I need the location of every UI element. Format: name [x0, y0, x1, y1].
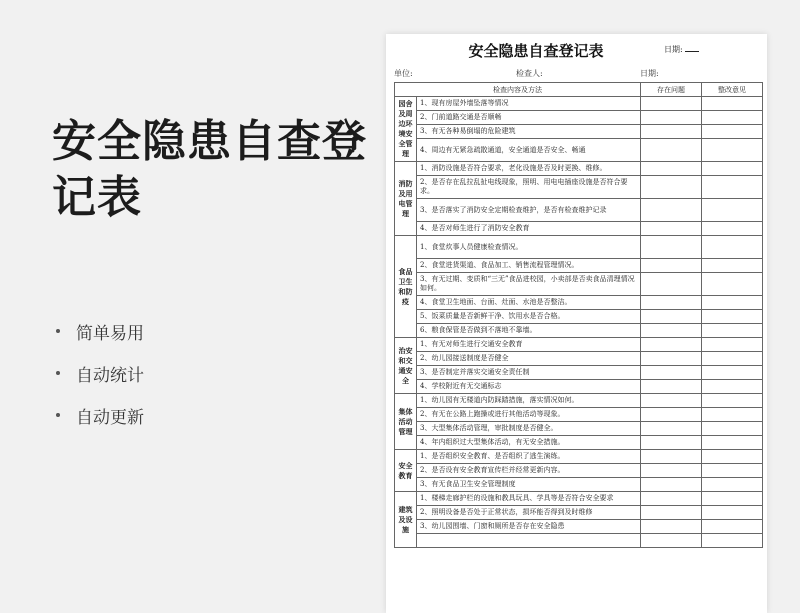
check-item-cell: 2、门前道路交通是否顺畅: [417, 111, 641, 125]
feature-label: 简单易用: [76, 323, 144, 344]
problem-cell[interactable]: [641, 125, 702, 139]
suggestion-cell[interactable]: [702, 176, 763, 199]
check-item-cell: 2、有无在公路上跑操或进行其他活动等现象。: [417, 408, 641, 422]
suggestion-cell[interactable]: [702, 97, 763, 111]
table-row: [395, 222, 763, 236]
check-item-cell: 3、是否制定并落实交通安全责任制: [417, 366, 641, 380]
header-suggestions: 整改意见: [702, 83, 763, 97]
check-item-cell: 3、有无各种易倒塌的危险建筑: [417, 125, 641, 139]
problem-cell[interactable]: [641, 162, 702, 176]
table-row: [395, 324, 763, 338]
form-sheet-preview: [386, 34, 767, 613]
problem-cell[interactable]: [641, 97, 702, 111]
table-row: [395, 422, 763, 436]
problem-cell[interactable]: [641, 236, 702, 259]
problem-cell[interactable]: [641, 338, 702, 352]
check-item-cell: 1、食堂炊事人员健康检查情况。: [417, 236, 641, 259]
table-row: [395, 97, 763, 111]
sheet-title: 安全隐患自查登记表: [468, 42, 604, 60]
suggestion-cell[interactable]: [702, 296, 763, 310]
suggestion-cell[interactable]: [702, 436, 763, 450]
suggestion-cell[interactable]: [702, 338, 763, 352]
suggestion-cell[interactable]: [702, 394, 763, 408]
feature-list: [56, 310, 144, 436]
check-item-cell: 2、是否设有安全教育宣传栏并经常更新内容。: [417, 464, 641, 478]
category-cell: 集体活动管理: [395, 394, 417, 450]
check-item-cell: [417, 534, 641, 548]
suggestion-cell[interactable]: [702, 273, 763, 296]
check-item-cell: 5、饭菜质量是否新鲜干净、饮用水是否合格。: [417, 310, 641, 324]
problem-cell[interactable]: [641, 296, 702, 310]
suggestion-cell[interactable]: [702, 492, 763, 506]
problem-cell[interactable]: [641, 450, 702, 464]
problem-cell[interactable]: [641, 436, 702, 450]
header-date-label: 日期:: [664, 45, 683, 54]
table-row: [395, 436, 763, 450]
suggestion-cell[interactable]: [702, 162, 763, 176]
check-item-cell: 4、周边有无紧急疏散通道，安全通道是否安全、畅通: [417, 139, 641, 162]
table-row: [395, 534, 763, 548]
suggestion-cell[interactable]: [702, 236, 763, 259]
suggestion-cell[interactable]: [702, 199, 763, 222]
suggestion-cell[interactable]: [702, 125, 763, 139]
table-row: [395, 380, 763, 394]
check-item-cell: 2、幼儿园接送制度是否健全: [417, 352, 641, 366]
problem-cell[interactable]: [641, 366, 702, 380]
category-cell: 治安和交通安全: [395, 338, 417, 394]
category-cell: 消防及用电管理: [395, 162, 417, 236]
table-row: [395, 139, 763, 162]
check-item-cell: 4、食堂卫生地面、台面、灶面、水池是否整洁。: [417, 296, 641, 310]
table-header-row: [395, 83, 763, 97]
table-row: [395, 176, 763, 199]
problem-cell[interactable]: [641, 506, 702, 520]
feature-label: 自动更新: [76, 407, 144, 428]
table-row: [395, 450, 763, 464]
category-cell: 食品卫生和防疫: [395, 236, 417, 338]
problem-cell[interactable]: [641, 520, 702, 534]
suggestion-cell[interactable]: [702, 139, 763, 162]
check-item-cell: 1、楼梯走廊护栏的设施和教具玩具、学具等是否符合安全要求: [417, 492, 641, 506]
problem-cell[interactable]: [641, 310, 702, 324]
feature-item: [56, 310, 144, 352]
table-body: [395, 97, 763, 548]
table-row: [395, 506, 763, 520]
check-item-cell: 3、有无过期、变质和“三无”食品进校园，小卖部是否卖食品清理情况如何。: [417, 273, 641, 296]
problem-cell[interactable]: [641, 222, 702, 236]
check-item-cell: 6、粮食保管是否做到不落地不靠墙。: [417, 324, 641, 338]
check-item-cell: 4、学校附近有无交通标志: [417, 380, 641, 394]
table-row: [395, 273, 763, 296]
suggestion-cell[interactable]: [702, 111, 763, 125]
feature-label: 自动统计: [76, 365, 144, 386]
check-item-cell: 3、大型集体活动管理，审批制度是否健全。: [417, 422, 641, 436]
check-item-cell: 1、是否组织安全教育、是否组织了逃生演练。: [417, 450, 641, 464]
check-item-cell: 2、是否存在乱拉乱扯电线现象，照明、用电电插座设施是否符合要求。: [417, 176, 641, 199]
category-cell: 安全教育: [395, 450, 417, 492]
suggestion-cell[interactable]: [702, 408, 763, 422]
table-row: [395, 338, 763, 352]
problem-cell[interactable]: [641, 394, 702, 408]
table-row: [395, 236, 763, 259]
feature-item: [56, 352, 144, 394]
table-row: [395, 310, 763, 324]
bullet-icon: [56, 329, 60, 333]
suggestion-cell[interactable]: [702, 506, 763, 520]
suggestion-cell[interactable]: [702, 520, 763, 534]
table-row: [395, 408, 763, 422]
suggestion-cell[interactable]: [702, 366, 763, 380]
inspection-table: [394, 82, 763, 548]
problem-cell[interactable]: [641, 176, 702, 199]
problem-cell[interactable]: [641, 273, 702, 296]
check-item-cell: 2、照明设备是否处于正常状态，损坏能否得到及时维修: [417, 506, 641, 520]
category-cell: 园舍及周边环境安全管理: [395, 97, 417, 162]
promo-title: 安全隐患自查登记表: [52, 116, 367, 223]
problem-cell[interactable]: [641, 259, 702, 273]
problem-cell[interactable]: [641, 534, 702, 548]
feature-item: [56, 394, 144, 436]
bullet-icon: [56, 413, 60, 417]
check-item-cell: 3、是否落实了消防安全定期检查维护，是否有检查维护记录: [417, 199, 641, 222]
check-item-cell: 4、年内组织过大型集体活动，有无安全措施。: [417, 436, 641, 450]
table-row: [395, 162, 763, 176]
problem-cell[interactable]: [641, 408, 702, 422]
table-row: [395, 478, 763, 492]
table-row: [395, 296, 763, 310]
suggestion-cell[interactable]: [702, 222, 763, 236]
bullet-icon: [56, 371, 60, 375]
problem-cell[interactable]: [641, 478, 702, 492]
suggestion-cell[interactable]: [702, 464, 763, 478]
suggestion-cell[interactable]: [702, 534, 763, 548]
suggestion-cell[interactable]: [702, 352, 763, 366]
table-row: [395, 394, 763, 408]
problem-cell[interactable]: [641, 139, 702, 162]
table-row: [395, 199, 763, 222]
header-date: [664, 44, 699, 55]
check-item-cell: 1、有无对师生进行交通安全教育: [417, 338, 641, 352]
suggestion-cell[interactable]: [702, 380, 763, 394]
date-blank-line: [685, 51, 699, 52]
table-row: [395, 125, 763, 139]
check-item-cell: 1、现有房屋外墙坠落等情况: [417, 97, 641, 111]
problem-cell[interactable]: [641, 324, 702, 338]
check-item-cell: 2、食堂进货渠道、食品加工、销售流程管理情况。: [417, 259, 641, 273]
header-problems: 存在问题: [641, 83, 702, 97]
table-row: [395, 464, 763, 478]
header-content: 检查内容及方法: [395, 83, 641, 97]
problem-cell[interactable]: [641, 111, 702, 125]
problem-cell[interactable]: [641, 422, 702, 436]
suggestion-cell[interactable]: [702, 310, 763, 324]
inspector-label: 检查人:: [516, 69, 543, 78]
check-item-cell: 1、幼儿园有无楼道内防踩踏措施，落实情况如何。: [417, 394, 641, 408]
category-cell: 建筑及设施: [395, 492, 417, 548]
check-item-cell: 4、是否对师生进行了消防安全教育: [417, 222, 641, 236]
problem-cell[interactable]: [641, 199, 702, 222]
unit-label: 单位:: [394, 69, 413, 78]
check-item-cell: 3、有无食品卫生安全管理制度: [417, 478, 641, 492]
table-row: [395, 259, 763, 273]
suggestion-cell[interactable]: [702, 450, 763, 464]
check-item-cell: 1、消防设施是否符合要求，老化设施是否及时更换、维修。: [417, 162, 641, 176]
suggestion-cell[interactable]: [702, 259, 763, 273]
meta-row: [394, 68, 759, 80]
table-row: [395, 492, 763, 506]
suggestion-cell[interactable]: [702, 422, 763, 436]
check-item-cell: 3、幼儿园围墙、门窗和厕所是否存在安全隐患: [417, 520, 641, 534]
problem-cell[interactable]: [641, 492, 702, 506]
problem-cell[interactable]: [641, 352, 702, 366]
table-row: [395, 366, 763, 380]
table-row: [395, 520, 763, 534]
date-label: 日期:: [640, 69, 659, 78]
table-row: [395, 352, 763, 366]
suggestion-cell[interactable]: [702, 478, 763, 492]
table-row: [395, 111, 763, 125]
problem-cell[interactable]: [641, 380, 702, 394]
suggestion-cell[interactable]: [702, 324, 763, 338]
problem-cell[interactable]: [641, 464, 702, 478]
